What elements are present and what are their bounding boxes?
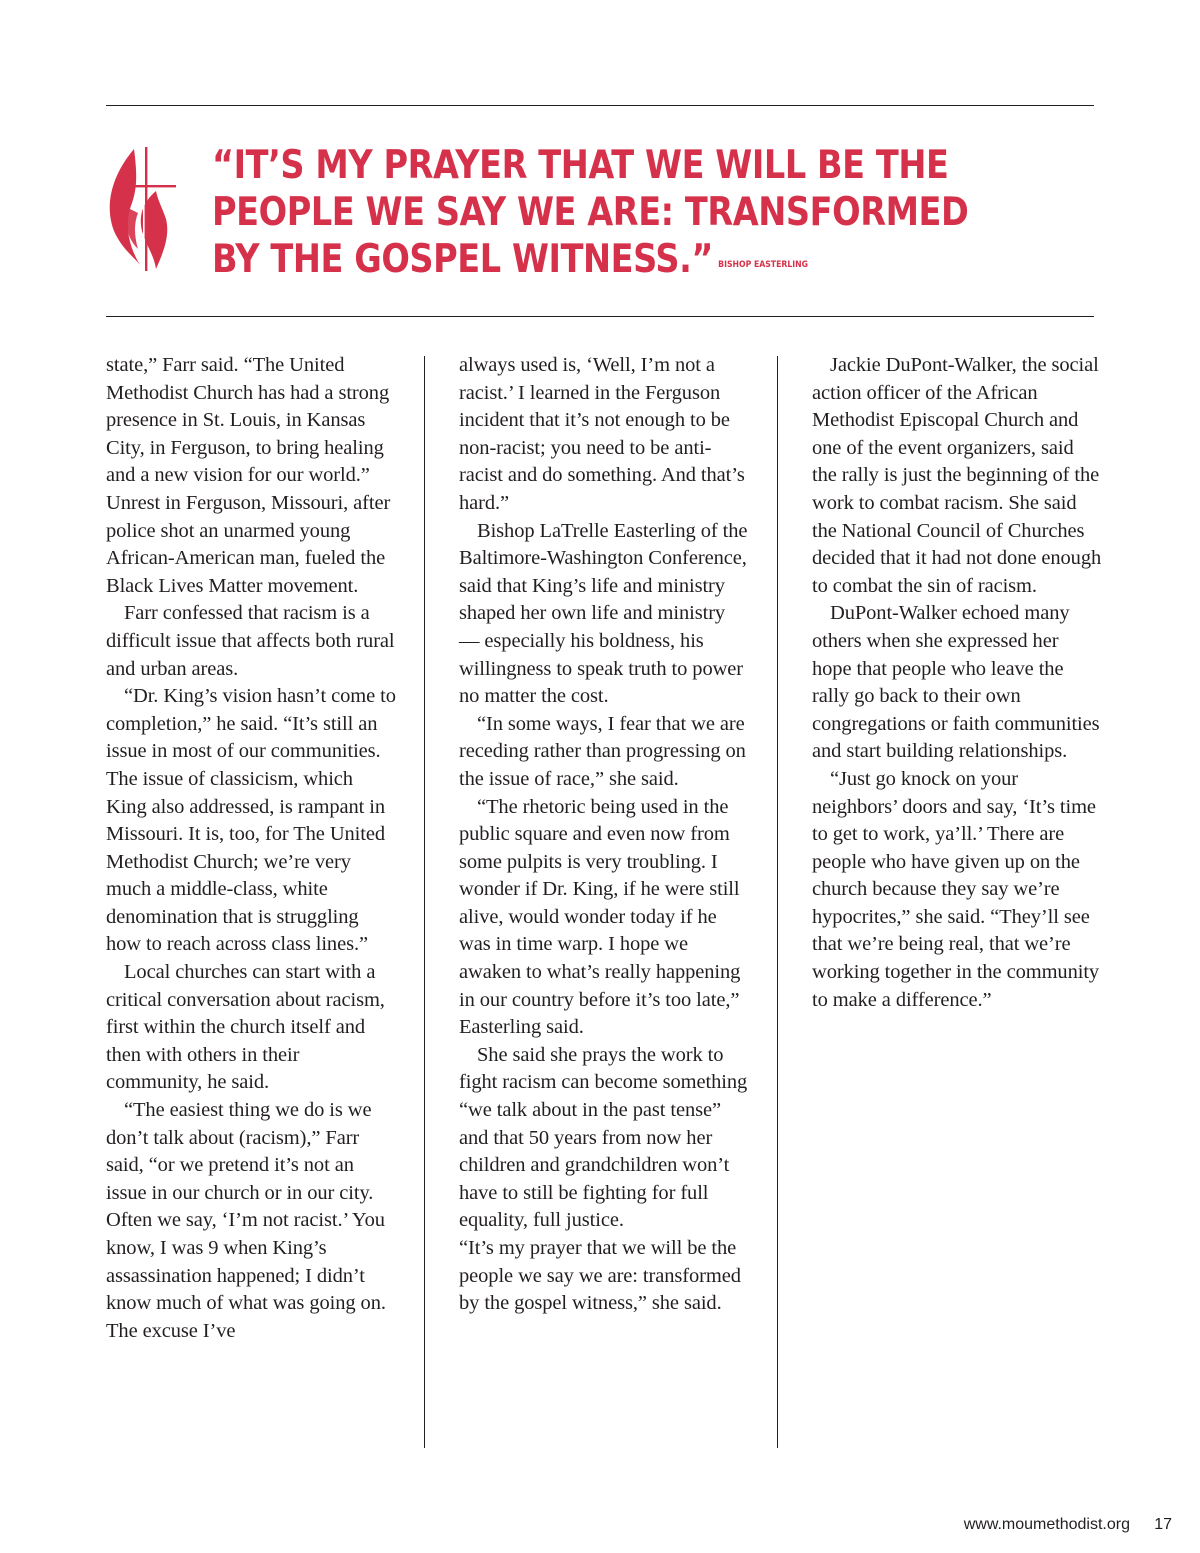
paragraph: “It’s my prayer that we will be the people we say we are: transformed by the gospel witness,” she said. bbox=[459, 1237, 741, 1315]
paragraph: DuPont-Walker echoed many others when she expressed her hope that people who leave the rally go back to their own congregations or faith communities and start building relationships. bbox=[812, 602, 1100, 763]
cross-and-flame-icon bbox=[104, 145, 178, 273]
paragraph: state,” Farr said. “The United Methodist Church has had a strong presence in St. Louis, in Kansas City, in Ferguson, to bring healing and a new vision for our world.” Unrest in Ferguson, Missouri, after police shot an unarmed young African-American man, fueled the Black Lives Matter movement. bbox=[106, 354, 391, 597]
pull-quote-line-1: “IT’S MY PRAYER THAT WE WILL BE THE bbox=[212, 143, 949, 188]
pull-quote bbox=[212, 142, 969, 289]
paragraph: Farr confessed that racism is a difficult issue that affects both rural and urban areas. bbox=[106, 602, 395, 680]
bottom-divider bbox=[106, 316, 1094, 317]
article-column-2 bbox=[459, 352, 749, 1318]
paragraph: “In some ways, I fear that we are receding rather than progressing on the issue of race,” she said. bbox=[459, 712, 746, 790]
paragraph: “Dr. King’s vision hasn’t come to completion,” he said. “It’s still an issue in most of our communities. bbox=[106, 685, 396, 763]
pull-quote-line-3-text: BY THE GOSPEL WITNESS.” bbox=[212, 237, 714, 282]
column-divider bbox=[424, 356, 425, 1448]
paragraph: The issue of classicism, which King also addressed, is rampant in Missouri. It is, too, for The United Methodist Church; we’re very much a middle-class, white denomination that is struggling how to reach across class lines.” bbox=[106, 767, 386, 956]
top-divider bbox=[106, 105, 1094, 106]
column-divider bbox=[777, 356, 778, 1448]
pull-quote-line-2: PEOPLE WE SAY WE ARE: TRANSFORMED bbox=[212, 190, 969, 235]
paragraph: “The rhetoric being used in the public square and even now from some pulpits is very troubling. I wonder if Dr. King, if he were still alive, would wonder today if he was in time warp. I hope we awaken to what’s really happening in our country before it’s too late,” Easterling said. bbox=[459, 795, 741, 1039]
pull-quote-line-3 bbox=[212, 236, 848, 289]
paragraph: Local churches can start with a critical conversation about racism, first within the church itself and then with others in their community, he said. bbox=[106, 961, 385, 1094]
footer-website-link[interactable]: www.moumethodist.org bbox=[963, 1516, 1130, 1533]
paragraph: “The easiest thing we do is we don’t talk about (racism),” Farr said, “or we pretend it’s not an issue in our church or in our city. Often we say, ‘I’m not racist.’ You know, I was 9 when King’s assassination happened; I didn’t know much of what was going on. The excuse I’ve bbox=[106, 1099, 386, 1342]
article-column-1 bbox=[106, 352, 396, 1345]
paragraph: always used is, ‘Well, I’m not a racist.’ I learned in the Ferguson incident that it’s not enough to be non-racist; you need to be anti-racist and do something. And that’s hard.” bbox=[459, 354, 745, 514]
paragraph: Jackie DuPont-Walker, the social action officer of the African Methodist Episcopal Church and one of the event organizers, said the rally is just the beginning of the work to combat racism. She said the National Council of Churches decided that it had not done enough to combat the sin of racism. bbox=[812, 354, 1102, 597]
paragraph: Bishop LaTrelle Easterling of the Baltimore-Washington Conference, said that King’s life and ministry shaped her own life and ministry — especially his boldness, his willingness to speak truth to power no matter the cost. bbox=[459, 519, 748, 708]
paragraph: She said she prays the work to fight racism can become something “we talk about in the past tense” and that 50 years from now her children and grandchildren won’t have to still be fighting for full equality, full justice. bbox=[459, 1043, 748, 1232]
pull-quote-attribution: BISHOP EASTERLING bbox=[718, 260, 808, 270]
article-column-3 bbox=[812, 352, 1102, 1014]
page-number: 17 bbox=[1154, 1516, 1172, 1533]
paragraph: “Just go knock on your neighbors’ doors and say, ‘It’s time to get to work, ya’ll.’ There are people who have given up on the church because they say we’re hypocrites,” she said. “They’ll see that we’re being real, that we’re working together in the community to make a difference.” bbox=[812, 767, 1100, 1011]
